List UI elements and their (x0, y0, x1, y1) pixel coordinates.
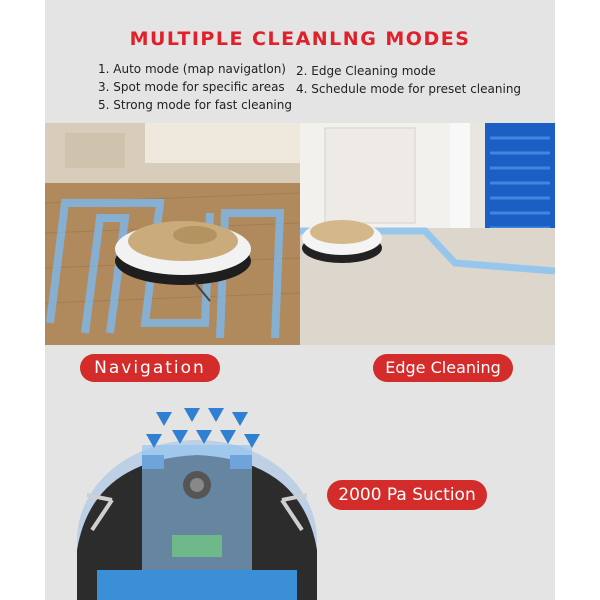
page-title: MULTIPLE CLEANLNG MODES (129, 28, 471, 50)
suction-illustration (72, 400, 322, 600)
edge-cleaning-photo (300, 123, 555, 345)
mode-item-edge: 2. Edge Cleaning mode (296, 64, 436, 78)
edge-cleaning-label: Edge Cleaning (373, 354, 513, 382)
mode-item-spot: 3. Spot mode for specific areas (98, 80, 285, 94)
mode-item-auto: 1. Auto mode (map navigatlon) (98, 62, 286, 76)
navigation-photo (45, 123, 300, 345)
suction-label: 2000 Pa Suction (327, 480, 487, 510)
navigation-label: Navigation (80, 354, 220, 382)
mode-item-strong: 5. Strong mode for fast cleaning (98, 98, 292, 112)
mode-item-schedule: 4. Schedule mode for preset cleaning (296, 82, 522, 96)
